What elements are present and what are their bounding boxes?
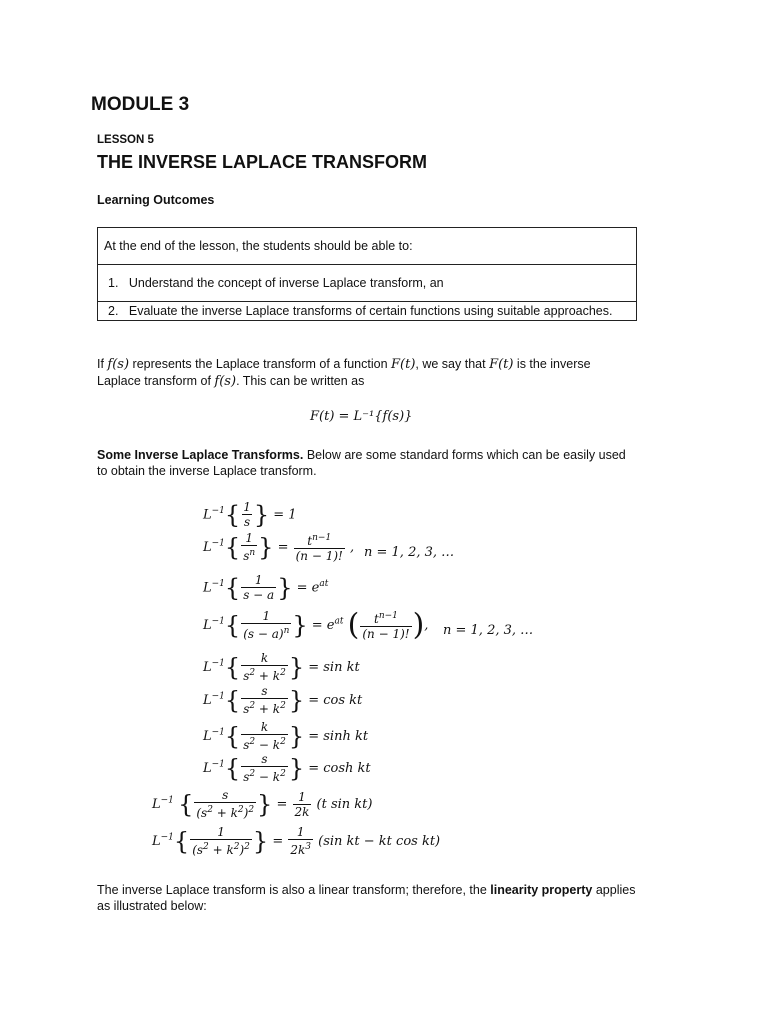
linearity-paragraph: The inverse Laplace transform is also a linear transform; therefore, the linearity property applies as illustrated below: [97,883,636,913]
outcome-text: Evaluate the inverse Laplace transforms of certain functions using suitable approaches. [128,304,613,318]
formula-2-condition: n = 1, 2, 3, … [364,545,455,560]
formula-3: $L^{-1}${ $\frac{1}{s - a}$ } = $e^{at}$ [203,573,329,602]
definition-equation: F(t) = L⁻¹{f(s)} [310,409,413,424]
formula-2: $L^{-1}${ $\frac{1}{s^n}$ } = $\frac{t^{n-1}}{(n - 1)!}$ , [203,531,355,563]
module-heading: MODULE 3 [91,94,190,115]
formula-1: $L^{-1}${ $\frac{1}{s}$ } = 1 [203,500,297,529]
formula-9: $L^{-1}$ { $\frac{s}{(s^2 + k^2)^2}$ } = $\frac{1}{2k}$ (t sin kt) [152,788,373,820]
outcome-text: Understand the concept of inverse Laplace transform, an [128,276,444,290]
formula-6: $L^{-1}${ $\frac{s}{s^2 + k^2}$ } = cos kt [203,684,363,716]
formula-10: $L^{-1}${ $\frac{1}{(s^2 + k^2)^2}$ } = $\frac{1}{2k^3}$ (sin kt − kt cos kt) [152,825,441,857]
standard-forms-paragraph: Some Inverse Laplace Transforms. Below are some standard forms which can be easily used to obtain the inverse Laplace transform. [97,448,626,478]
outcomes-intro: At the end of the lesson, the students should be able to: [98,228,637,265]
formula-4-condition: n = 1, 2, 3, … [443,623,534,638]
lesson-label: LESSON 5 [97,134,154,146]
learning-outcomes-table [97,227,637,321]
formula-7: $L^{-1}${ $\frac{k}{s^2 - k^2}$ } = sinh kt [203,720,369,752]
outcome-item-2 [98,302,637,321]
intro-paragraph: If f(s) represents the Laplace transform of a function F(t), we say that F(t) is the inverse Laplace transform of f(s). This can be written as [97,357,591,389]
outcome-number: 2. [108,304,119,318]
outcome-item-1 [98,265,637,302]
formula-8: $L^{-1}${ $\frac{s}{s^2 - k^2}$ } = cosh kt [203,752,371,784]
outcome-number: 1. [108,276,119,290]
learning-outcomes-heading: Learning Outcomes [97,193,215,207]
formula-5: $L^{-1}${ $\frac{k}{s^2 + k^2}$ } = sin kt [203,651,360,683]
lesson-title: THE INVERSE LAPLACE TRANSFORM [97,152,428,172]
formula-4: $L^{-1}${ $\frac{1}{(s - a)^n}$ } = $e^{at}$ ( $\frac{t^{n-1}}{(n - 1)!}$ ), [203,607,429,643]
